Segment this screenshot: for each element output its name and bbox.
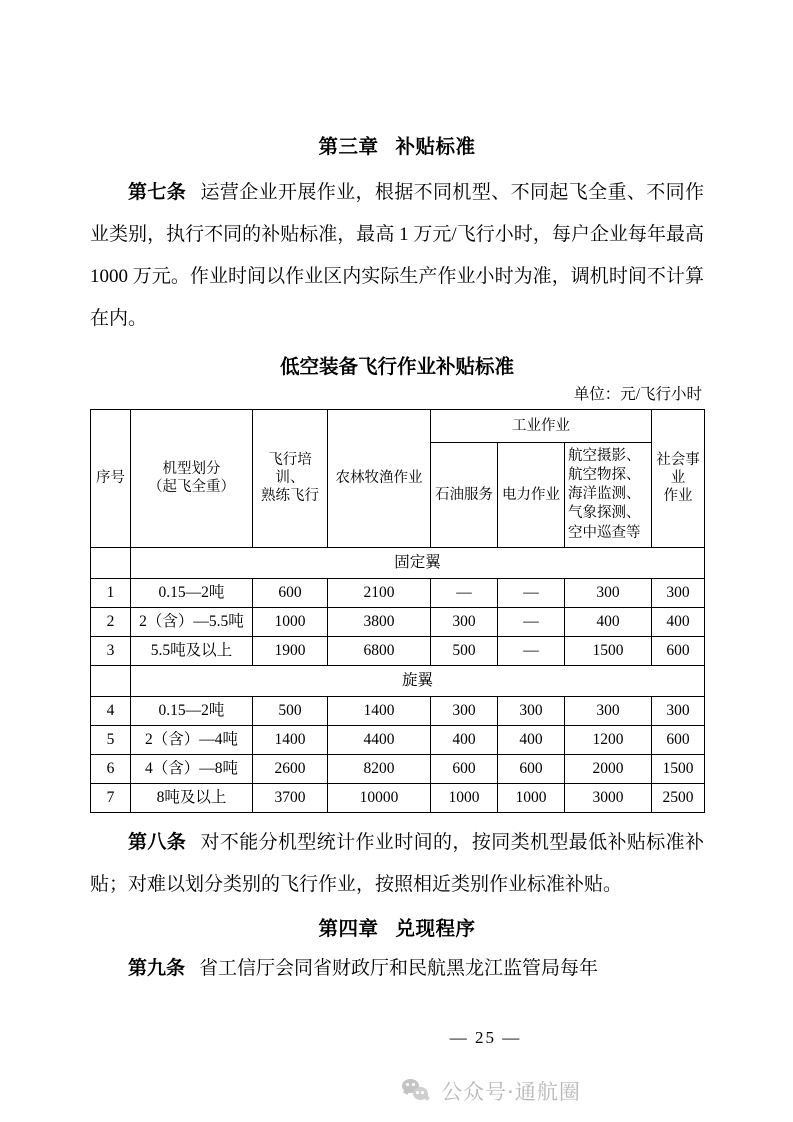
page-number-text: — 25 — — [449, 1028, 522, 1047]
cell-power: 600 — [498, 754, 565, 783]
cell-training: 3700 — [253, 783, 328, 812]
cell-social: 600 — [652, 636, 705, 665]
cell-social: 300 — [652, 696, 705, 725]
chapter-4-title: 兑现程序 — [395, 916, 476, 940]
cell-index: 6 — [91, 754, 131, 783]
table-body — [91, 547, 705, 812]
cell-aerial: 300 — [565, 696, 652, 725]
cell-index: 2 — [91, 607, 131, 636]
cell-oil: 500 — [431, 636, 498, 665]
header-aerial: 航空摄影、航空物探、海洋监测、气象探测、空中巡查等 — [565, 442, 652, 547]
cell-model: 0.15—2吨 — [131, 696, 253, 725]
header-index: 序号 — [91, 409, 131, 547]
cell-aerial: 1500 — [565, 636, 652, 665]
header-model-line2: （起飞全重） — [148, 479, 235, 496]
cell-power: — — [498, 607, 565, 636]
article-7-label: 第七条 — [128, 181, 187, 204]
cell-training: 1000 — [253, 607, 328, 636]
header-power: 电力作业 — [498, 442, 565, 547]
cell-aerial: 300 — [565, 578, 652, 607]
chapter-4-number: 第四章 — [318, 916, 379, 940]
table-row — [91, 696, 705, 725]
header-social-line2: 作业 — [663, 488, 693, 505]
header-model-line1: 机型划分 — [162, 461, 221, 478]
header-industrial-group: 工业作业 — [431, 409, 652, 442]
article-7-paragraph — [90, 171, 704, 340]
subsidy-standards-table — [90, 409, 705, 813]
cell-power: — — [498, 578, 565, 607]
chapter-3-number: 第三章 — [318, 135, 379, 158]
section-header-row — [91, 547, 705, 578]
cell-training: 500 — [253, 696, 328, 725]
header-social-line1: 社会事业 — [656, 452, 700, 487]
cell-social: 300 — [652, 578, 705, 607]
cell-model: 2（含）—5.5吨 — [131, 607, 253, 636]
cell-index: 4 — [91, 696, 131, 725]
article-8-paragraph — [90, 821, 704, 906]
cell-training: 1900 — [253, 636, 328, 665]
article-9-paragraph — [90, 947, 704, 990]
section-blank-cell — [91, 547, 131, 578]
cell-aerial: 2000 — [565, 754, 652, 783]
table-row — [91, 578, 705, 607]
cell-oil: 300 — [431, 696, 498, 725]
cell-model: 4（含）—8吨 — [131, 754, 253, 783]
cell-training: 2600 — [253, 754, 328, 783]
cell-power: 400 — [498, 725, 565, 754]
cell-oil: — — [431, 578, 498, 607]
header-oil: 石油服务 — [431, 442, 498, 547]
cell-agriculture: 1400 — [328, 696, 431, 725]
page-content — [90, 132, 704, 990]
article-8-label: 第八条 — [128, 830, 187, 853]
table-row — [91, 607, 705, 636]
section-header-row — [91, 665, 705, 696]
cell-power: — — [498, 636, 565, 665]
section-name-fixed-wing: 固定翼 — [131, 547, 705, 578]
cell-training: 1400 — [253, 725, 328, 754]
cell-agriculture: 4400 — [328, 725, 431, 754]
cell-oil: 600 — [431, 754, 498, 783]
header-training — [253, 409, 328, 547]
watermark — [0, 1076, 793, 1106]
watermark-text: 公众号·通航圈 — [441, 1080, 581, 1104]
table-header — [91, 409, 705, 547]
chapter-3-title: 补贴标准 — [395, 135, 476, 158]
chapter-3-heading — [90, 132, 704, 161]
cell-aerial: 3000 — [565, 783, 652, 812]
cell-agriculture: 3800 — [328, 607, 431, 636]
cell-index: 7 — [91, 783, 131, 812]
wechat-icon — [402, 1078, 432, 1104]
table-row — [91, 636, 705, 665]
cell-model: 2（含）—4吨 — [131, 725, 253, 754]
cell-model: 8吨及以上 — [131, 783, 253, 812]
cell-social: 400 — [652, 607, 705, 636]
cell-agriculture: 8200 — [328, 754, 431, 783]
cell-oil: 300 — [431, 607, 498, 636]
cell-model: 0.15—2吨 — [131, 578, 253, 607]
table-row — [91, 754, 705, 783]
section-name-rotary-wing: 旋翼 — [131, 665, 705, 696]
header-agriculture: 农林牧渔作业 — [328, 409, 431, 547]
article-9-text: 省工信厅会同省财政厅和民航黑龙江监管局每年 — [199, 958, 599, 980]
header-training-line1: 飞行培训、 — [268, 452, 312, 487]
cell-social: 2500 — [652, 783, 705, 812]
header-training-line2: 熟练飞行 — [261, 488, 319, 505]
cell-training: 600 — [253, 578, 328, 607]
cell-oil: 1000 — [431, 783, 498, 812]
cell-agriculture: 10000 — [328, 783, 431, 812]
page-number — [0, 1028, 793, 1048]
table-row — [91, 725, 705, 754]
cell-index: 5 — [91, 725, 131, 754]
cell-aerial: 1200 — [565, 725, 652, 754]
header-model — [131, 409, 253, 547]
cell-oil: 400 — [431, 725, 498, 754]
cell-power: 300 — [498, 696, 565, 725]
cell-social: 600 — [652, 725, 705, 754]
header-social — [652, 409, 705, 547]
cell-power: 1000 — [498, 783, 565, 812]
cell-aerial: 400 — [565, 607, 652, 636]
cell-agriculture: 6800 — [328, 636, 431, 665]
section-blank-cell — [91, 665, 131, 696]
article-7-text: 运营企业开展作业，根据不同机型、不同起飞全重、不同作业类别，执行不同的补贴标准，最高 1 万元/飞行小时，每户企业每年最高 1000 万元。作业时间以作业区内实际生产作业小时为准，调机时间不计算在内。 — [90, 182, 704, 330]
article-9-label: 第九条 — [128, 957, 186, 980]
cell-model: 5.5吨及以上 — [131, 636, 253, 665]
cell-index: 3 — [91, 636, 131, 665]
table-header-row-1 — [91, 409, 705, 442]
cell-agriculture: 2100 — [328, 578, 431, 607]
article-8-text: 对不能分机型统计作业时间的，按同类机型最低补贴标准补贴；对难以划分类别的飞行作业，按照相近类别作业标准补贴。 — [90, 831, 704, 895]
chapter-4-heading — [90, 914, 704, 943]
table-row — [91, 783, 705, 812]
cell-index: 1 — [91, 578, 131, 607]
table-title: 低空装备飞行作业补贴标准 — [279, 355, 514, 379]
cell-social: 1500 — [652, 754, 705, 783]
table-unit-label: 单位：元/飞行小时 — [573, 386, 702, 404]
